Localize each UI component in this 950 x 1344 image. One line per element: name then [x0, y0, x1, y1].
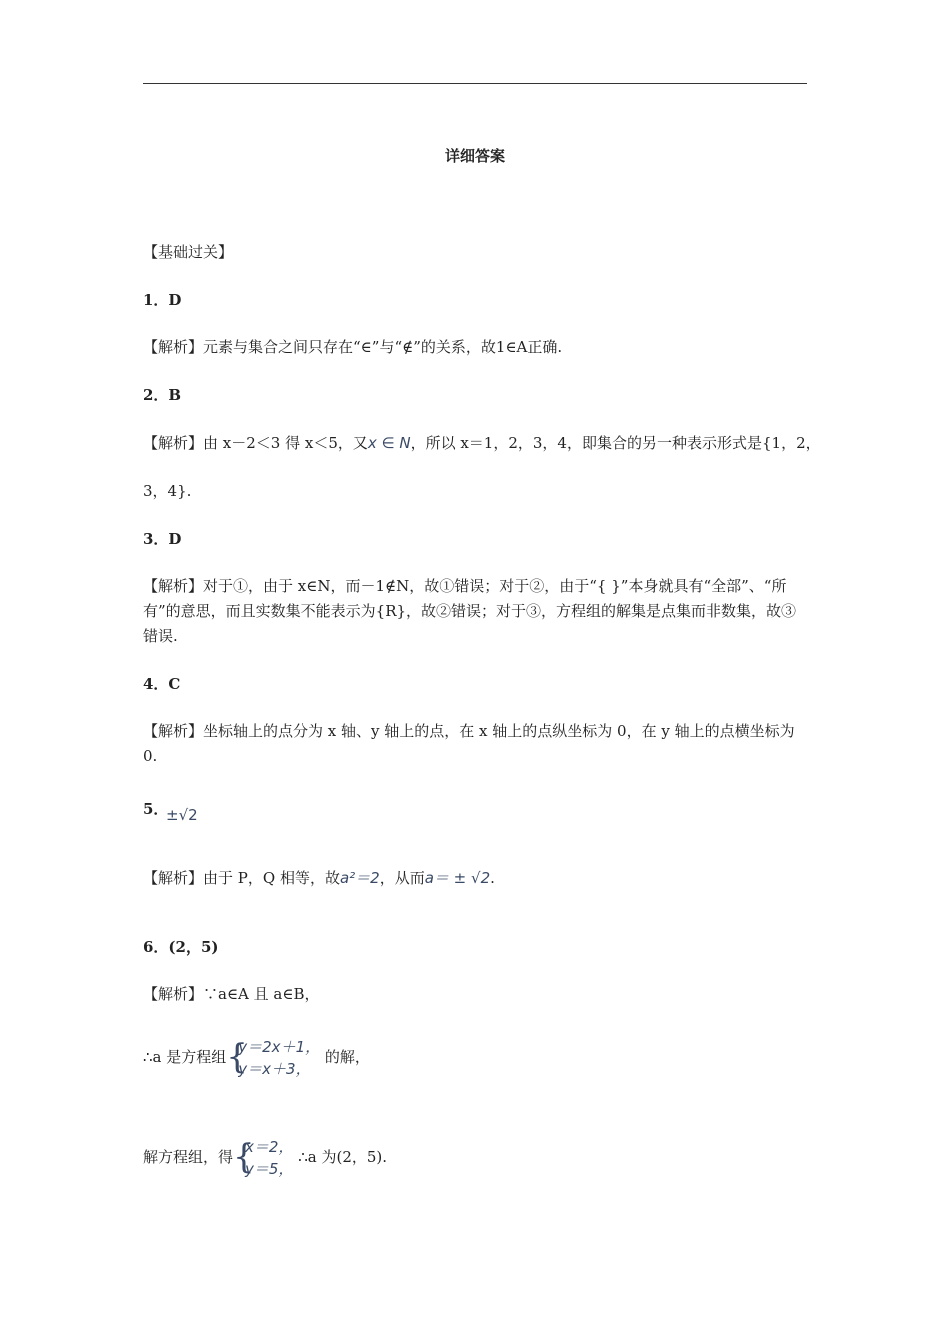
section-heading: 【基础过关】 [143, 243, 234, 261]
analysis-text: 由于 P，Q 相等，故 [203, 869, 340, 887]
analysis-text: 元素与集合之间只存在“∈”与“∉”的关系，故1∈A正确. [203, 338, 563, 356]
math-x-in-n: x ∈ N [367, 434, 411, 452]
analysis-tag: 【解析】 [143, 722, 204, 740]
math-a-value: a＝ ± √2 [424, 869, 491, 887]
analysis-1 [143, 335, 807, 359]
analysis-text: 坐标轴上的点分为 x 轴、y 轴上的点，在 x 轴上的点纵坐标为 0，在 y 轴上的点横坐标为 0. [143, 722, 795, 765]
answer-2: 2．B [143, 386, 182, 404]
analysis-tag: 【解析】 [143, 869, 204, 887]
analysis-5: 【解析】由于 P，Q 相等，故a²＝2，从而a＝ ± √2. [143, 869, 495, 887]
analysis-2 [143, 431, 821, 455]
analysis-tag: 【解析】 [143, 577, 204, 595]
analysis-tag: 【解析】 [143, 338, 204, 356]
analysis-6 [143, 982, 807, 1006]
analysis-2-cont: 3，4}. [143, 482, 192, 500]
equation-system-2: { x＝2， y＝5， [233, 1137, 294, 1178]
equation-system-line-2: 解方程组，得 { x＝2， y＝5， ∴a 为(2，5). [143, 1137, 388, 1178]
math-plus-minus-sqrt2: ±√2 [166, 806, 198, 824]
analysis-text: 对于①，由于 x∈N，而－1∉N，故①错误；对于②，由于“{ }”本身就具有“全部”、“所有”的意思，而且实数集不能表示为{R}，故②错误；对于③，方程组的解集是点集而非数集，故③错误. [143, 577, 797, 645]
answer-6: 6．(2，5) [143, 938, 219, 956]
analysis-text: ，所以 x＝1，2，3，4，即集合的另一种表示形式是{1，2， [410, 434, 821, 452]
equation-system-line-1: ∴a 是方程组 { y＝2x＋1， y＝x＋3， 的解， [143, 1037, 370, 1078]
answer-4: 4．C [143, 675, 181, 693]
equation-system-1: { y＝2x＋1， y＝x＋3， [226, 1037, 321, 1078]
analysis-text: ∵a∈A 且 a∈B， [203, 985, 320, 1003]
answer-1: 1．D [143, 291, 182, 309]
answer-number: 5． [143, 800, 169, 818]
math-a-squared: a²＝2 [339, 869, 380, 887]
analysis-text: 由 x－2＜3 得 x＜5，又 [203, 434, 368, 452]
page-title: 详细答案 [444, 147, 505, 165]
analysis-text: ，从而 [379, 869, 425, 887]
analysis-tag: 【解析】 [143, 434, 204, 452]
analysis-3 [143, 574, 807, 649]
analysis-4 [143, 719, 807, 769]
answer-3: 3．D [143, 530, 182, 548]
analysis-tag: 【解析】 [143, 985, 204, 1003]
header-rule [143, 83, 807, 84]
